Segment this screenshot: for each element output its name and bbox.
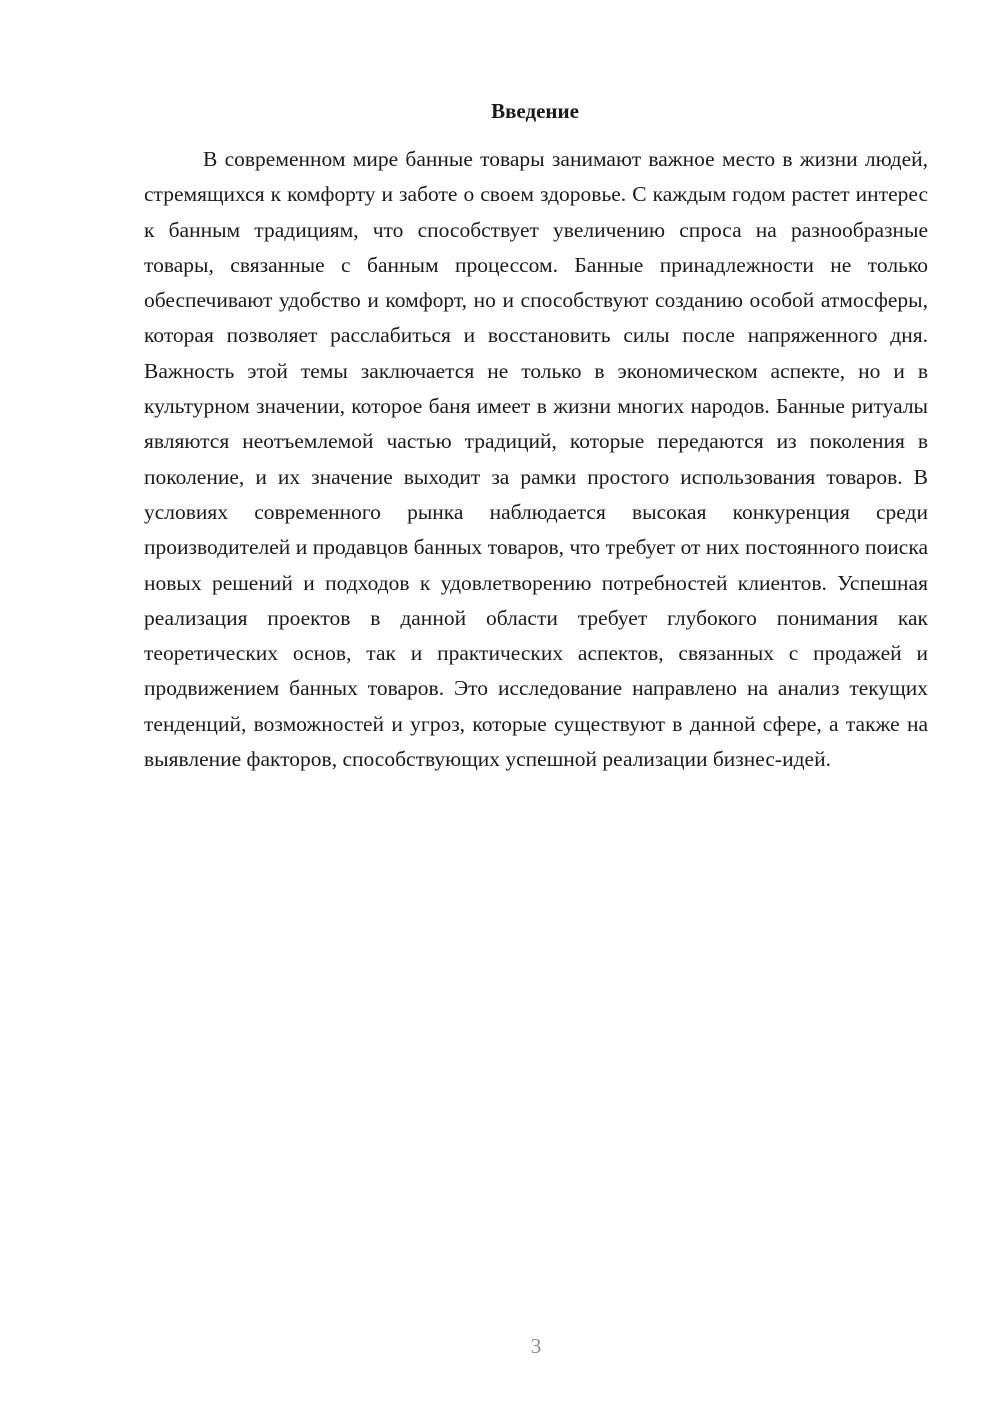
intro-paragraph: В современном мире банные товары занимают важное место в жизни людей, стремящихся к комфорту и заботе о своем здоровье. С каждым годом растет интерес к банным традициям, что способствует увеличению спроса на разнообразные товары, связанные с банным процессом. Банные принадлежности не только обеспечивают удобство и комфорт, но и способствуют созданию особой атмосферы, которая позволяет расслабиться и восстановить силы после напряженного дня. Важность этой темы заключается не только в экономическом аспекте, но и в культурном значении, которое баня имеет в жизни многих народов. Банные ритуалы являются неотъемлемой частью традиций, которые передаются из поколения в поколение, и их значение выходит за рамки простого использования товаров. В условиях современного рынка наблюдается высокая конкуренция среди производителей и продавцов банных товаров, что требует от них постоянного поиска новых решений и подходов к удовлетворению потребностей клиентов. Успешная реализация проектов в данной области требует глубокого понимания как теоретических основ, так и практических аспектов, связанных с продажей и продвижением банных товаров. Это исследование направлено на анализ текущих тенденций, возможностей и угроз, которые существуют в данной сфере, а также на выявление факторов, способствующих успешной реализации бизнес-идей.: [144, 147, 928, 772]
page-number: 3: [530, 1334, 542, 1358]
page-title: Введение: [491, 99, 579, 123]
